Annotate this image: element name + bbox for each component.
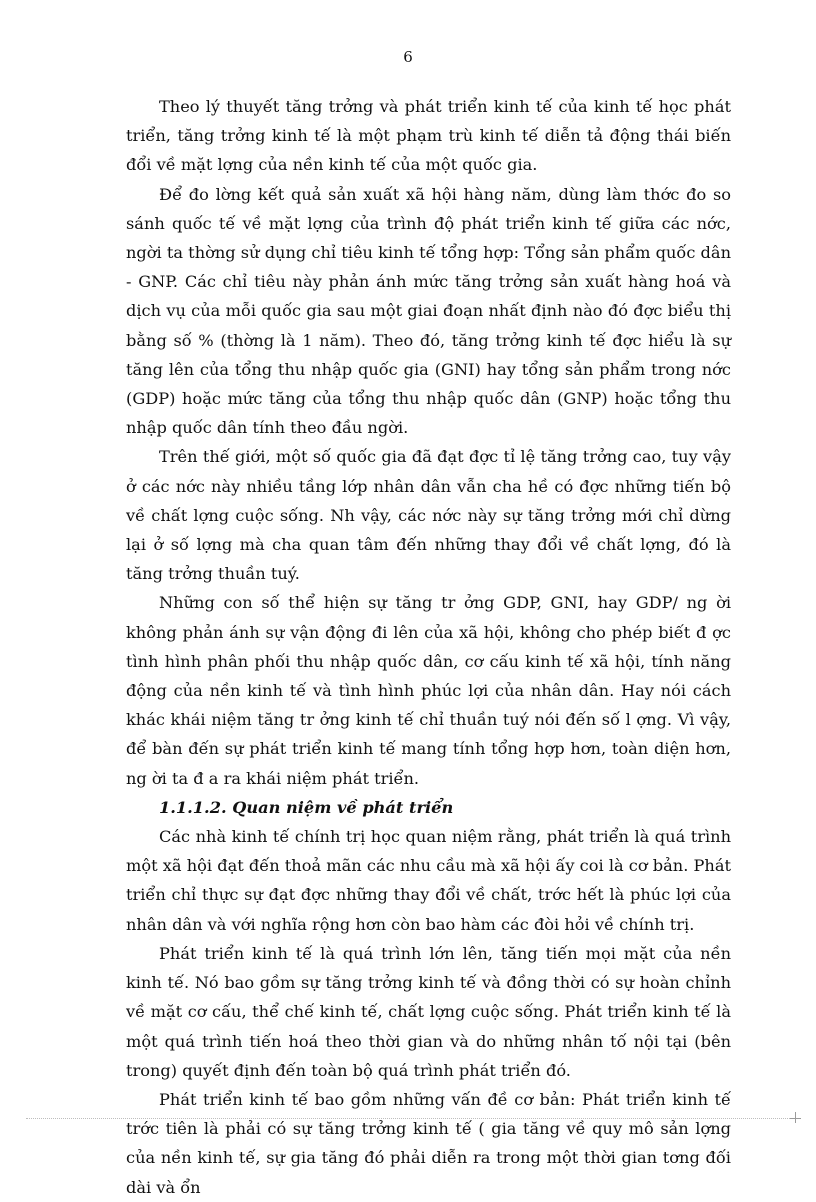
paragraph-5: Các nhà kinh tế chính trị học quan niệm rằng, phát triển là quá trình một xã hội đạt đến thoả mãn các nhu cầu mà xã hội ấy coi là cơ bản. Phát triển chỉ thực sự đạt đợc những thay đổi về chất, trớc hết là phúc lợi của nhân dân và với nghĩa rộng hơn còn bao hàm các đòi hỏi về chính trị. xyxy=(126,827,731,934)
document-body xyxy=(126,92,731,1202)
page-number: 6 xyxy=(403,48,413,66)
paragraph-4: Những con số thể hiện sự tăng tr ởng GDP, GNI, hay GDP/ ng ời không phản ánh sự vận động đi lên của xã hội, không cho phép biết đ ợc tình hình phân phối thu nhập quốc dân, cơ cấu kinh tế xã hội, tính năng động của nền kinh tế và tình hình phúc lợi của nhân dân. Hay nói cách khác khái niệm tăng tr ởng kinh tế chỉ thuần tuý nói đến số l ợng. Vì vậy, để bàn đến sự phát triển kinh tế mang tính tổng hợp hơn, toàn diện hơn, ng ời ta đ a ra khái niệm phát triển. xyxy=(126,593,731,788)
paragraph-1: Theo lý thuyết tăng trởng và phát triển kinh tế của kinh tế học phát triển, tăng trởng kinh tế là một phạm trù kinh tế diễn tả động thái biến đổi về mặt lợng của nền kinh tế của một quốc gia. xyxy=(126,97,731,175)
paragraph-7: Phát triển kinh tế bao gồm những vấn đề cơ bản: Phát triển kinh tế trớc tiên là phải có sự tăng trởng kinh tế ( gia tăng về quy mô sản lợng của nền kinh tế, sự gia tăng đó phải diễn ra trong một thời gian tơng đối dài và ổn xyxy=(126,1089,731,1197)
section-heading: 1.1.1.2. Quan niệm về phát triển xyxy=(159,797,454,817)
paragraph-3: Trên thế giới, một số quốc gia đã đạt đợc tỉ lệ tăng trởng cao, tuy vậy ở các nớc này nhiều tầng lớp nhân dân vẫn cha hề có đợc những tiến bộ về chất lợng cuộc sống. Nh vậy, các nớc này sự tăng trởng mới chỉ dừng lại ở số lợng mà cha quan tâm đến những thay đổi về chất lợng, đó là tăng trởng thuần tuý. xyxy=(126,447,731,584)
paragraph-2: Để đo lờng kết quả sản xuất xã hội hàng năm, dùng làm thớc đo so sánh quốc tế về mặt lợng của trình độ phát triển kinh tế giữa các nớc, ngời ta thờng sử dụng chỉ tiêu kinh tế tổng hợp: Tổng sản phẩm quốc dân - GNP. Các chỉ tiêu này phản ánh mức tăng trởng sản xuất hàng hoá và dịch vụ của mỗi quốc gia sau một giai đoạn nhất định nào đó đợc biểu thị bằng số % (thờng là 1 năm). Theo đó, tăng trởng kinh tế đợc hiểu là sự tăng lên của tổng thu nhập quốc gia (GNI) hay tổng sản phẩm trong nớc (GDP) hoặc mức tăng của tổng thu nhập quốc dân (GNP) hoặc tổng thu nhập quốc dân tính theo đầu ngời. xyxy=(126,184,731,438)
paragraph-6: Phát triển kinh tế là quá trình lớn lên, tăng tiến mọi mặt của nền kinh tế. Nó bao gồm sự tăng trởng kinh tế và đồng thời có sự hoàn chỉnh về mặt cơ cấu, thể chế kinh tế, chất lợng cuộc sống. Phát triển kinh tế là một quá trình tiến hoá theo thời gian và do những nhân tố nội tại (bên trong) quyết định đến toàn bộ quá trình phát triển đó. xyxy=(126,943,731,1080)
page-bottom-divider xyxy=(26,1118,790,1119)
crop-mark-icon xyxy=(790,1112,802,1123)
